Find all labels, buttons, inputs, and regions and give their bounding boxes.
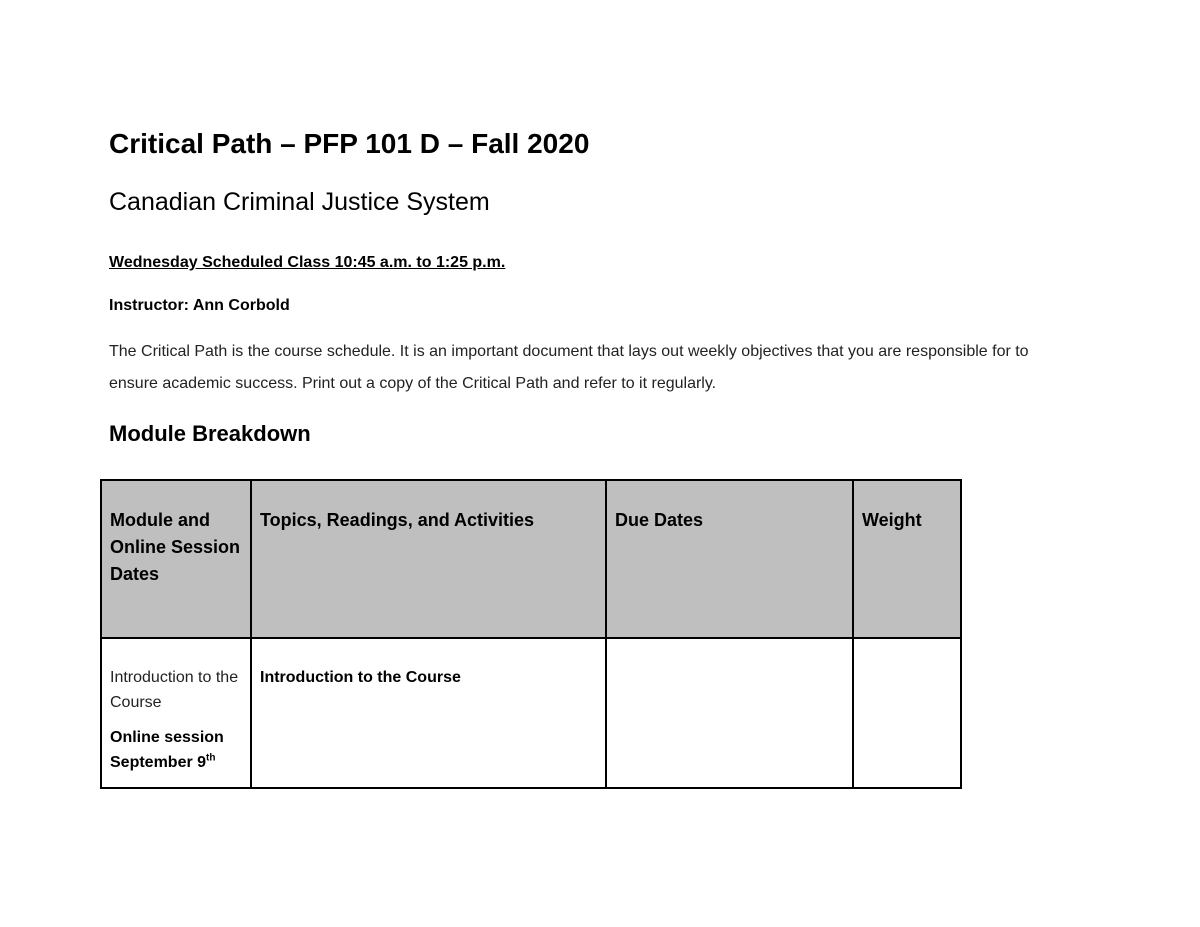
module-title: Introduction to the Course (110, 669, 239, 711)
header-topics: Topics, Readings, and Activities (251, 480, 606, 638)
document-subtitle: Canadian Criminal Justice System (109, 188, 490, 216)
header-weight: Weight (853, 480, 961, 638)
instructor-name: Instructor: Ann Corbold (109, 297, 290, 314)
header-module-dates: Module and Online Session Dates (101, 480, 251, 638)
topic-title: Introduction to the Course (260, 669, 461, 686)
session-date-text: Online session September 9 (110, 729, 224, 771)
session-date-suffix: th (206, 752, 216, 764)
due-dates-cell (606, 638, 853, 788)
module-breakdown-table (100, 479, 962, 789)
weight-cell (853, 638, 961, 788)
intro-paragraph: The Critical Path is the course schedule. It is an important document that lays out weekly objectives that you are responsible for to ensure academic success. Print out a copy of the Critical Path and refer to it regularly. (109, 343, 1029, 392)
topics-cell (251, 638, 606, 788)
session-date (110, 725, 242, 775)
table-header-row (101, 480, 961, 638)
module-cell (101, 638, 251, 788)
document-title: Critical Path – PFP 101 D – Fall 2020 (109, 128, 590, 159)
class-schedule: Wednesday Scheduled Class 10:45 a.m. to 1:25 p.m. (109, 254, 506, 271)
module-breakdown-heading: Module Breakdown (109, 421, 311, 446)
table-row (101, 638, 961, 788)
header-due-dates: Due Dates (606, 480, 853, 638)
